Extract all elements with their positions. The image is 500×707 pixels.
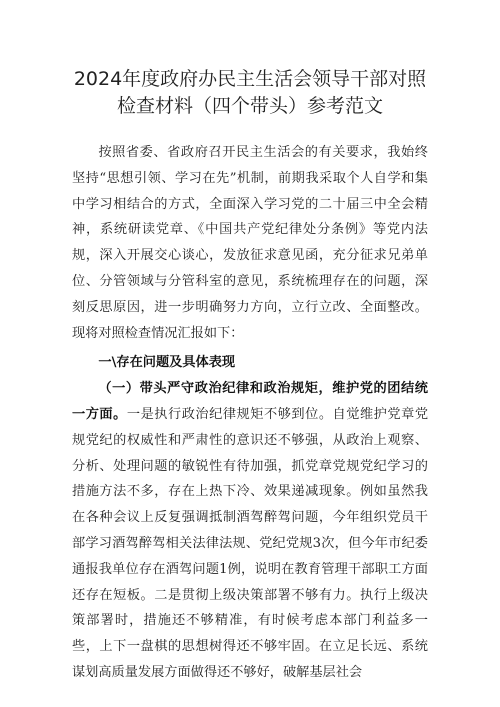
intro-paragraph: 按照省委、省政府召开民主生活会的有关要求，我始终坚持“思想引领、学习在先”机制，前期我采取个人自学和集中学习相结合的方式，全面深入学习党的二十届三中全会精神，系统研读党章、《中国共产党纪律处分条例》等党内法规，深入开展交心谈心，发放征求意见函，充分征求兄弟单位、分管领域与分管科室的意见，系统梳理存在的问题，深刻反思原因，进一步明确努力方向，立行立改、全面整改。现将对照检查情况汇报如下： [72,145,428,341]
title-line-1: 2024年度政府办民主生活会领导干部对照 [73,68,427,90]
subsection-body: 一是执行政治纪律规矩不够到位。自觉维护党章党规党纪的权威性和严肃性的意识还不够强，从政治上观察、分析、处理问题的敏锐性有待加强，抓党章党规党纪学习的措施方法不多，存在上热下冷、效果递减现象。例如虽然我在各种会议上反复强调抵制酒驾醉驾问题，今年组织党员干部学习酒驾醉驾相关法律法规、党纪党规3次，但今年市纪委通报我单位存在酒驾问题1例，说明在教育管理干部职工方面还存在短板。二是贯彻上级决策部署不够有力。执行上级决策部署时，措施还不够精准，有时候考虑本部门利益多一些，上下一盘棋的思想树得还不够牢固。在立足长远、系统谋划高质量发展方面做得还不够好，破解基层社会 [72,406,429,680]
subsection-heading: （一）带头严守政治纪律和政治规矩，维护党的团结统一方面。 [72,381,428,422]
section-heading: 一\存在问题及具体表现 [98,355,236,371]
subsection-paragraph [72,376,428,686]
document-title [72,66,428,120]
title-line-2: 检查材料（四个带头）参考范文 [116,95,383,117]
